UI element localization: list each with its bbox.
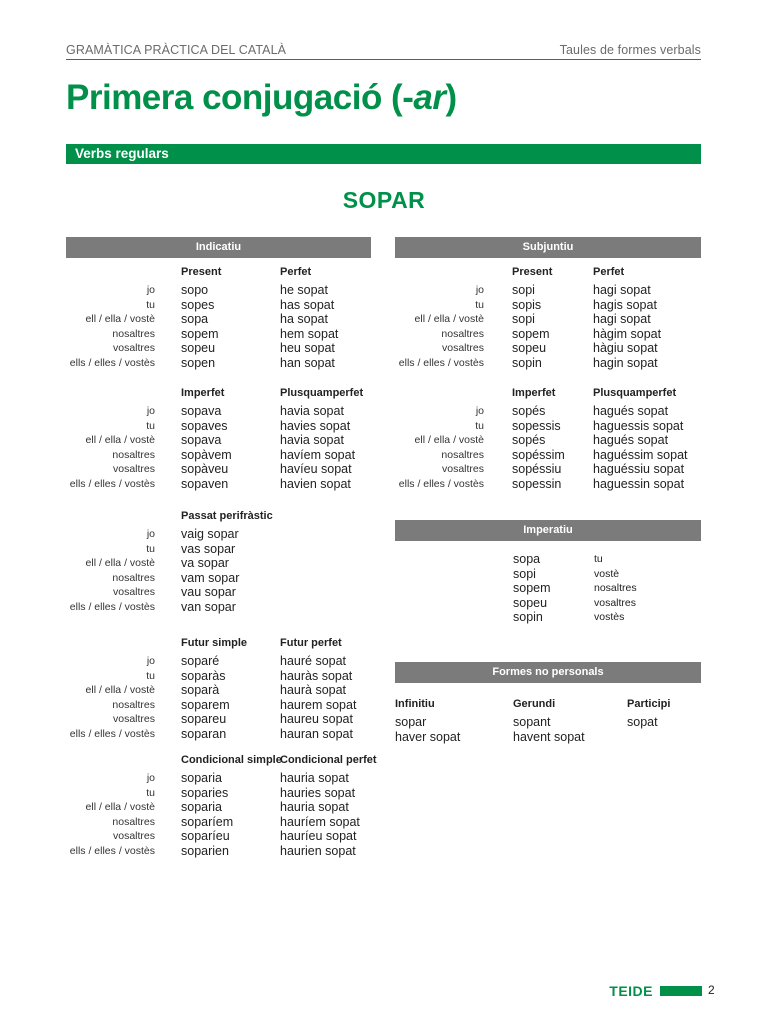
verb-form: sopessin [512, 476, 562, 491]
gerundi-value: sopant [513, 715, 551, 729]
tense-header-row [66, 753, 377, 771]
person-label: vostès [594, 611, 625, 624]
tense-name: Imperfet [181, 387, 225, 399]
person-label: ell / ella / vostè [85, 434, 155, 447]
imperatiu-row [395, 552, 701, 567]
person-label: vosaltres [112, 713, 155, 726]
verb-form: hagis sopat [593, 297, 657, 312]
verb-form: sopi [512, 283, 535, 297]
tense-header-row [66, 386, 371, 404]
verb-form: sopi [513, 566, 536, 581]
person-label: nosaltres [441, 448, 484, 461]
verb-form: sopava [181, 433, 222, 448]
conjugation-row [66, 419, 371, 434]
section-title: Taules de formes verbals [559, 43, 701, 57]
verb-form: sopàveu [181, 462, 229, 477]
conjugation-row [66, 600, 371, 615]
verb-form: sopeu [181, 341, 216, 356]
verb-form: sopéssiu [512, 462, 562, 477]
conjugation-row [395, 312, 701, 327]
verb-form: hauries sopat [280, 785, 356, 800]
verb-form: soparem [181, 697, 230, 712]
conjugation-row [395, 283, 701, 298]
person-label: jo [146, 284, 155, 296]
subtitle-label: Verbs regulars [75, 146, 169, 161]
tense-name: Present [512, 266, 553, 278]
verb-form: sopaven [181, 476, 229, 491]
verb-form: vas sopar [181, 541, 236, 556]
conjugation-row [66, 448, 371, 463]
verb-form: sopessis [512, 418, 561, 433]
person-label: ell / ella / vostè [85, 313, 155, 326]
verb-form: soparan [181, 726, 227, 741]
person-label: ells / elles / vostès [398, 477, 484, 490]
verb-form: sopeu [512, 341, 547, 356]
verb-form: havia sopat [280, 404, 344, 418]
person-label: nosaltres [112, 327, 155, 340]
tense-name: Imperfet [512, 387, 556, 399]
person-label: ell / ella / vostè [85, 801, 155, 814]
verb-form: hem sopat [280, 326, 339, 341]
conjugation-row [66, 356, 371, 371]
tense-name: Perfet [280, 266, 312, 278]
person-label: nosaltres [112, 448, 155, 461]
tense-header-row [66, 636, 371, 654]
conjugation-row [66, 341, 371, 356]
person-label: ells / elles / vostès [69, 356, 155, 369]
verb-form: sopava [181, 404, 222, 418]
verb-form: soparies [181, 785, 229, 800]
brand-logo: TEIDE [609, 983, 653, 999]
verb-form: sopeu [513, 595, 548, 610]
conjugation-row [395, 356, 701, 371]
tense-group [395, 265, 701, 371]
verb-form: hagi sopat [593, 312, 651, 327]
verb-form: soparien [181, 843, 229, 858]
subtitle-bar [66, 144, 701, 164]
no-personals-header: Formes no personals [395, 662, 701, 683]
verb-form: sopéssim [512, 447, 565, 462]
person-label: ell / ella / vostè [85, 557, 155, 570]
page-title-main: Primera conjugació (- [66, 78, 414, 117]
verb-form: sopis [512, 297, 542, 312]
verb-form: haurem sopat [280, 697, 357, 712]
tense-group [66, 509, 371, 615]
tense-name: Futur simple [181, 637, 248, 649]
verb-form: sopes [181, 297, 215, 312]
person-label: tu [146, 786, 155, 799]
tense-name: Present [181, 266, 222, 278]
verb-form: sopareu [181, 712, 227, 727]
person-label: vosaltres [112, 342, 155, 355]
verb-form: va sopar [181, 556, 229, 571]
tense-group [66, 265, 371, 371]
imperatiu-row [395, 567, 701, 582]
conjugation-row [395, 419, 701, 434]
person-label: vosaltres [112, 586, 155, 599]
person-label: nosaltres [594, 582, 637, 595]
book-title: GRAMÀTICA PRÀCTICA DEL CATALÀ [66, 43, 287, 57]
tense-header-row [395, 265, 701, 283]
gerundi-value: havent sopat [513, 729, 585, 744]
conjugation-row [66, 712, 371, 727]
person-label: tu [475, 419, 484, 432]
verb-form: vau sopar [181, 585, 236, 600]
person-label: jo [475, 284, 484, 296]
tense-group [395, 386, 701, 492]
verb-form: hauran sopat [280, 726, 353, 741]
conjugation-row [66, 556, 371, 571]
verb-form: hagués sopat [593, 404, 669, 418]
verb-form: hauríem sopat [280, 814, 360, 829]
conjugation-row [66, 698, 371, 713]
conjugation-row [66, 771, 371, 786]
person-label: ells / elles / vostès [69, 600, 155, 613]
conjugation-row [395, 448, 701, 463]
tense-name: Condicional simple [181, 754, 282, 766]
tense-group [66, 386, 371, 492]
conjugation-row [66, 404, 371, 419]
conjugation-row [66, 727, 371, 742]
person-label: jo [146, 528, 155, 540]
person-label: jo [146, 405, 155, 417]
infinitiu-value: sopar [395, 715, 427, 729]
person-label: ells / elles / vostès [69, 844, 155, 857]
verb-form: sopa [181, 312, 209, 327]
verb-form: sopa [513, 552, 541, 566]
header-rule [66, 59, 701, 60]
footer-bar [660, 986, 702, 996]
conjugation-row [66, 477, 371, 492]
participi-label: Participi [627, 698, 671, 710]
verb-form: sopem [181, 326, 219, 341]
verb-form: soparia [181, 800, 222, 815]
tense-header-row [66, 509, 371, 527]
conjugation-row [395, 341, 701, 356]
conjugation-row [66, 298, 371, 313]
person-label: vosaltres [112, 830, 155, 843]
verb-form: sopin [512, 355, 542, 370]
page-title [66, 78, 457, 118]
person-label: ells / elles / vostès [398, 356, 484, 369]
tense-name: Condicional perfet [280, 754, 377, 766]
conjugation-row [395, 404, 701, 419]
conjugation-row [66, 829, 371, 844]
tense-name: Passat perifràstic [181, 510, 273, 522]
person-label: tu [594, 553, 603, 565]
conjugation-row [66, 669, 371, 684]
verb-form: hagin sopat [593, 355, 658, 370]
verb-form: vaig sopar [181, 527, 239, 541]
infinitiu-label: Infinitiu [395, 698, 435, 710]
person-label: jo [146, 655, 155, 667]
imperatiu-row [395, 596, 701, 611]
person-label: tu [146, 419, 155, 432]
page-title-close: ) [445, 78, 457, 117]
verb-form: heu sopat [280, 341, 335, 356]
person-label: ell / ella / vostè [85, 684, 155, 697]
tense-name: Perfet [593, 266, 625, 278]
verb-form: hagi sopat [593, 283, 651, 297]
conjugation-row [66, 815, 371, 830]
person-label: jo [146, 772, 155, 784]
conjugation-row [66, 542, 371, 557]
verb-form: hauríeu sopat [280, 829, 357, 844]
verb-form: sopés [512, 404, 546, 418]
conjugation-row [395, 462, 701, 477]
verb-form: soparia [181, 771, 222, 785]
person-label: ell / ella / vostè [414, 434, 484, 447]
tense-name: Plusquamperfet [593, 387, 677, 399]
verb-form: sopem [513, 581, 551, 596]
conjugation-row [66, 844, 371, 859]
person-label: tu [146, 542, 155, 555]
verb-form: sopem [512, 326, 550, 341]
person-label: tu [146, 298, 155, 311]
verb-form: van sopar [181, 599, 236, 614]
verb-form: haguéssiu sopat [593, 462, 685, 477]
verb-form: sopés [512, 433, 546, 448]
conjugation-row [66, 786, 371, 801]
conjugation-row [395, 298, 701, 313]
verb-form: haurà sopat [280, 683, 347, 698]
gerundi-label: Gerundi [513, 698, 556, 710]
person-label: nosaltres [112, 571, 155, 584]
indicatiu-header: Indicatiu [66, 237, 371, 258]
verb-form: hauré sopat [280, 654, 347, 668]
verb-form: haureu sopat [280, 712, 353, 727]
verb-form: havies sopat [280, 418, 351, 433]
subjuntiu-header: Subjuntiu [395, 237, 701, 258]
tense-name: Futur perfet [280, 637, 342, 649]
tense-group [66, 636, 371, 742]
conjugation-row [66, 462, 371, 477]
conjugation-row [66, 683, 371, 698]
person-label: vosaltres [112, 463, 155, 476]
verb-form: sopi [512, 312, 535, 327]
verb-form: sopen [181, 355, 216, 370]
conjugation-row [395, 433, 701, 448]
verb-form: soparé [181, 654, 220, 668]
verb-form: hauria sopat [280, 771, 349, 785]
person-label: ell / ella / vostè [414, 313, 484, 326]
verb-form: soparàs [181, 668, 226, 683]
verb-form: havíem sopat [280, 447, 356, 462]
conjugation-row [395, 477, 701, 492]
verb-form: has sopat [280, 297, 335, 312]
page-number: 2 [708, 983, 715, 997]
conjugation-row [66, 571, 371, 586]
conjugation-row [66, 527, 371, 542]
verb-form: soparíeu [181, 829, 230, 844]
participi-value: sopat [627, 715, 658, 729]
imperatiu-row [395, 581, 701, 596]
imperatiu-row [395, 610, 701, 625]
page-title-ending: ar [413, 78, 446, 117]
verb-form: havia sopat [280, 433, 344, 448]
verb-form: he sopat [280, 283, 328, 297]
verb-form: havien sopat [280, 476, 351, 491]
tense-header-row [395, 386, 701, 404]
infinitiu-value: haver sopat [395, 729, 461, 744]
person-label: vosaltres [441, 463, 484, 476]
tense-header-row [66, 265, 371, 283]
verb-form: haurien sopat [280, 843, 356, 858]
verb-form: sopàvem [181, 447, 232, 462]
imperatiu-header: Imperatiu [395, 520, 701, 541]
verb-form: hauria sopat [280, 800, 349, 815]
tense-name: Plusquamperfet [280, 387, 364, 399]
verb-form: soparà [181, 683, 220, 698]
person-label: tu [475, 298, 484, 311]
verb-form: haguessis sopat [593, 418, 684, 433]
verb-form: haguessin sopat [593, 476, 685, 491]
verb-form: sopin [513, 610, 543, 625]
verb-heading: SOPAR [342, 187, 426, 213]
person-label: vosaltres [594, 596, 637, 609]
conjugation-row [66, 433, 371, 448]
tense-group [66, 753, 377, 859]
person-label: tu [146, 669, 155, 682]
verb-form: ha sopat [280, 312, 328, 327]
verb-form: hauràs sopat [280, 668, 353, 683]
no-personals-table [395, 697, 701, 744]
person-label: ells / elles / vostès [69, 477, 155, 490]
person-label: nosaltres [112, 698, 155, 711]
verb-form: haguéssim sopat [593, 447, 688, 462]
person-label: ells / elles / vostès [69, 727, 155, 740]
conjugation-row [395, 327, 701, 342]
verb-form: hagués sopat [593, 433, 669, 448]
conjugation-row [66, 800, 371, 815]
conjugation-row [66, 654, 371, 669]
conjugation-row [66, 312, 371, 327]
imperatiu-table [395, 552, 701, 625]
conjugation-row [66, 585, 371, 600]
verb-form: sopo [181, 283, 209, 297]
verb-form: soparíem [181, 814, 234, 829]
person-label: vosaltres [441, 342, 484, 355]
person-label: nosaltres [112, 815, 155, 828]
verb-form: havíeu sopat [280, 462, 352, 477]
person-label: jo [475, 405, 484, 417]
person-label: nosaltres [441, 327, 484, 340]
verb-form: hàgiu sopat [593, 341, 658, 356]
conjugation-row [66, 283, 371, 298]
verb-form: han sopat [280, 355, 335, 370]
verb-form: hàgim sopat [593, 326, 662, 341]
verb-form: vam sopar [181, 570, 240, 585]
verb-form: sopaves [181, 418, 228, 433]
person-label: vostè [594, 567, 620, 580]
conjugation-row [66, 327, 371, 342]
